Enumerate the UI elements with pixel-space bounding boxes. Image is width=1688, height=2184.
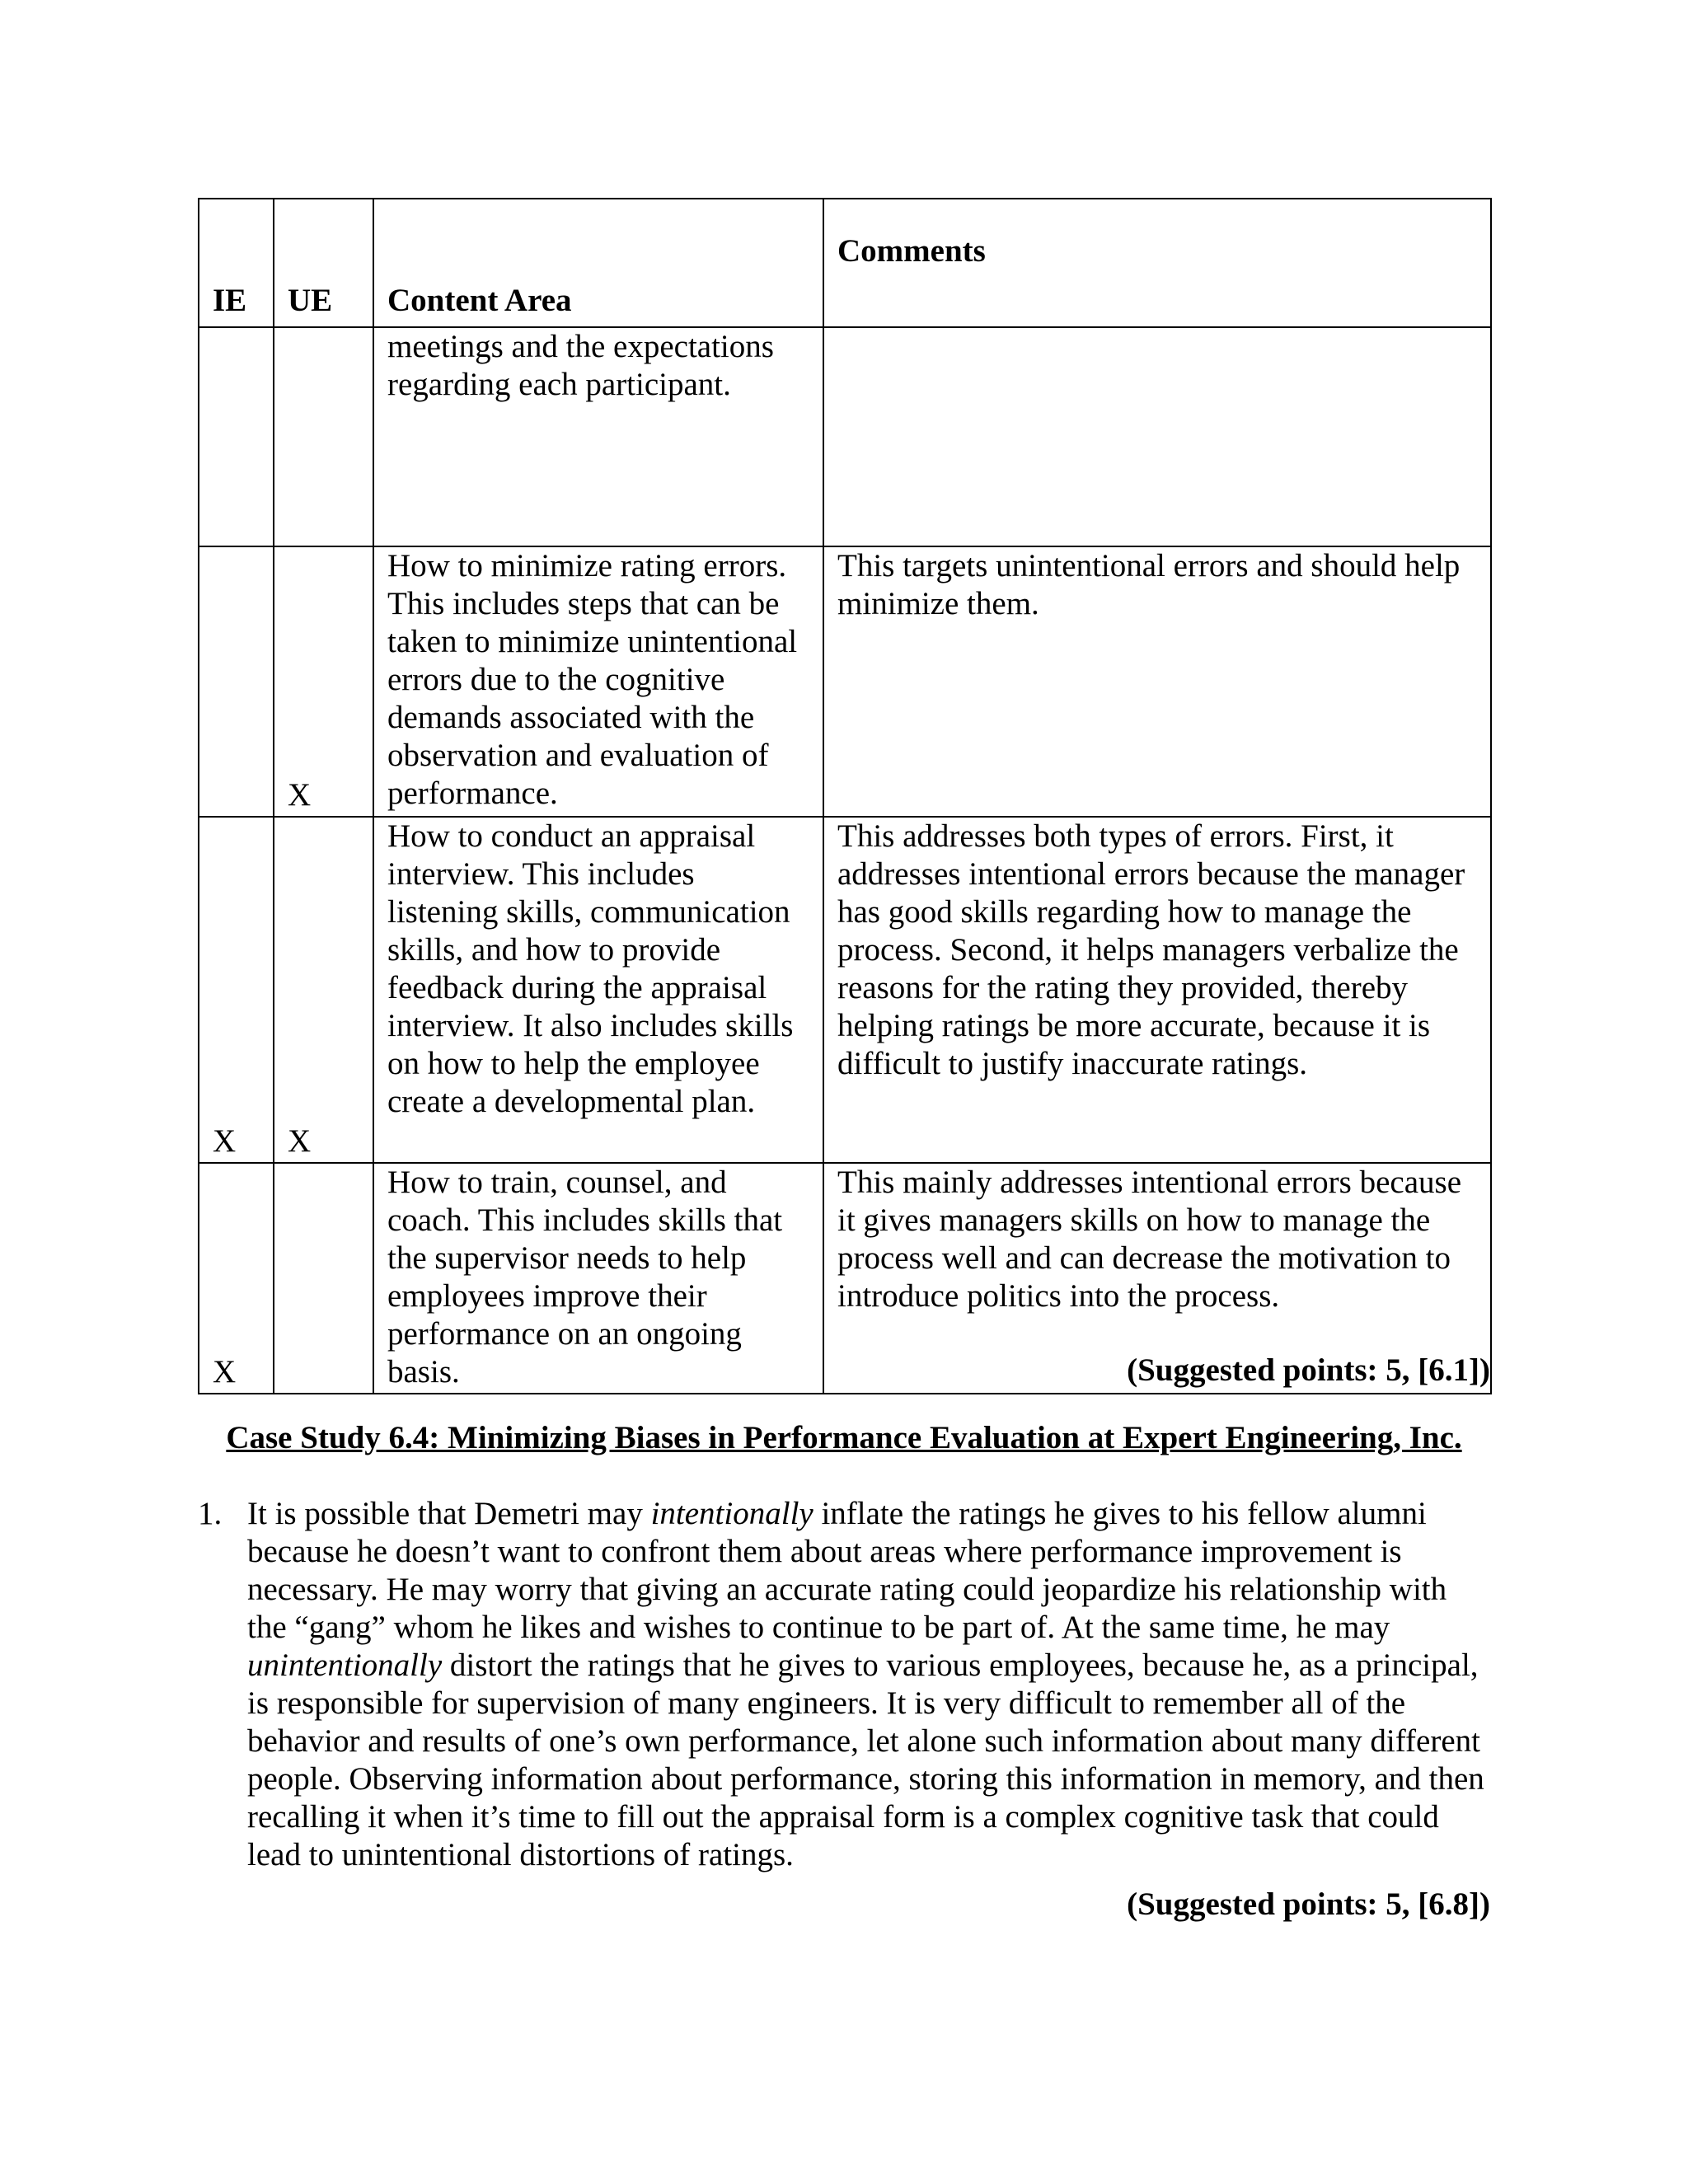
ue-mark: X	[274, 546, 373, 817]
comment-cell	[823, 327, 1491, 546]
table-row	[199, 817, 1491, 1163]
answer-text-part: inflate the ratings he gives to his fellow alumni because he doesn’t want to confront them about areas where performance improvement is necessary. He may worry that giving an accurate rating could jeopardize his relationship with the “gang” whom he likes and wishes to continue to be part of. At the same time, he may	[247, 1496, 1447, 1645]
header-comments: Comments	[823, 199, 1491, 327]
answer-emphasis: unintentionally	[247, 1647, 443, 1683]
answer-text	[247, 1495, 1490, 1874]
content-area-cell: How to conduct an appraisal interview. This includes listening skills, communication skills, and how to provide feedback during the appraisal interview. It also includes skills on how to help the employee create a developmental plan.	[373, 817, 823, 1163]
header-content-area: Content Area	[373, 199, 823, 327]
suggested-points-table: (Suggested points: 5, [6.1])	[1127, 1352, 1490, 1388]
comment-cell: This targets unintentional errors and should help minimize them.	[823, 546, 1491, 817]
ie-mark	[199, 327, 274, 546]
ie-mark: X	[199, 817, 274, 1163]
table-header-row	[199, 199, 1491, 327]
content-area-cell: meetings and the expectations regarding each participant.	[373, 327, 823, 546]
answer-item	[198, 1495, 1490, 1874]
ue-mark	[274, 1163, 373, 1394]
ue-mark: X	[274, 817, 373, 1163]
answer-text-part: It is possible that Demetri may	[247, 1496, 651, 1531]
comment-cell: This addresses both types of errors. First, it addresses intentional errors because the manager has good skills regarding how to manage the process. Second, it helps managers verbalize the reasons for the rating they provided, thereby helping ratings be more accurate, because it is difficult to justify inaccurate ratings.	[823, 817, 1491, 1163]
ie-mark	[199, 546, 274, 817]
header-ie: IE	[199, 199, 274, 327]
suggested-points-answer: (Suggested points: 5, [6.8])	[1127, 1886, 1490, 1922]
answer-number: 1.	[198, 1496, 223, 1531]
content-area-cell: How to minimize rating errors. This includes steps that can be taken to minimize unintentional errors due to the cognitive demands associated with the observation and evaluation of performance.	[373, 546, 823, 817]
case-study-heading: Case Study 6.4: Minimizing Biases in Performance Evaluation at Expert Engineering, Inc.	[226, 1420, 1462, 1455]
answer-text-part: distort the ratings that he gives to various employees, because he, as a principal, is responsible for supervision of many engineers. It is very difficult to remember all of the behavior and results of one’s own performance, let alone such information about many different people. Observing information about performance, storing this information in memory, and then recalling it when it’s time to fill out the appraisal form is a complex cognitive task that could lead to unintentional distortions of ratings.	[247, 1647, 1484, 1872]
table-row	[199, 546, 1491, 817]
header-ue: UE	[274, 199, 373, 327]
answer-emphasis: intentionally	[650, 1496, 814, 1531]
table-row	[199, 327, 1491, 546]
content-area-cell: How to train, counsel, and coach. This includes skills that the supervisor needs to help employees improve their performance on an ongoing basis.	[373, 1163, 823, 1394]
content-area-table	[198, 198, 1492, 1394]
ue-mark	[274, 327, 373, 546]
comment-cell: This mainly addresses intentional errors because it gives managers skills on how to manage the process well and can decrease the motivation to introduce politics into the process.	[823, 1163, 1491, 1394]
ie-mark: X	[199, 1163, 274, 1394]
